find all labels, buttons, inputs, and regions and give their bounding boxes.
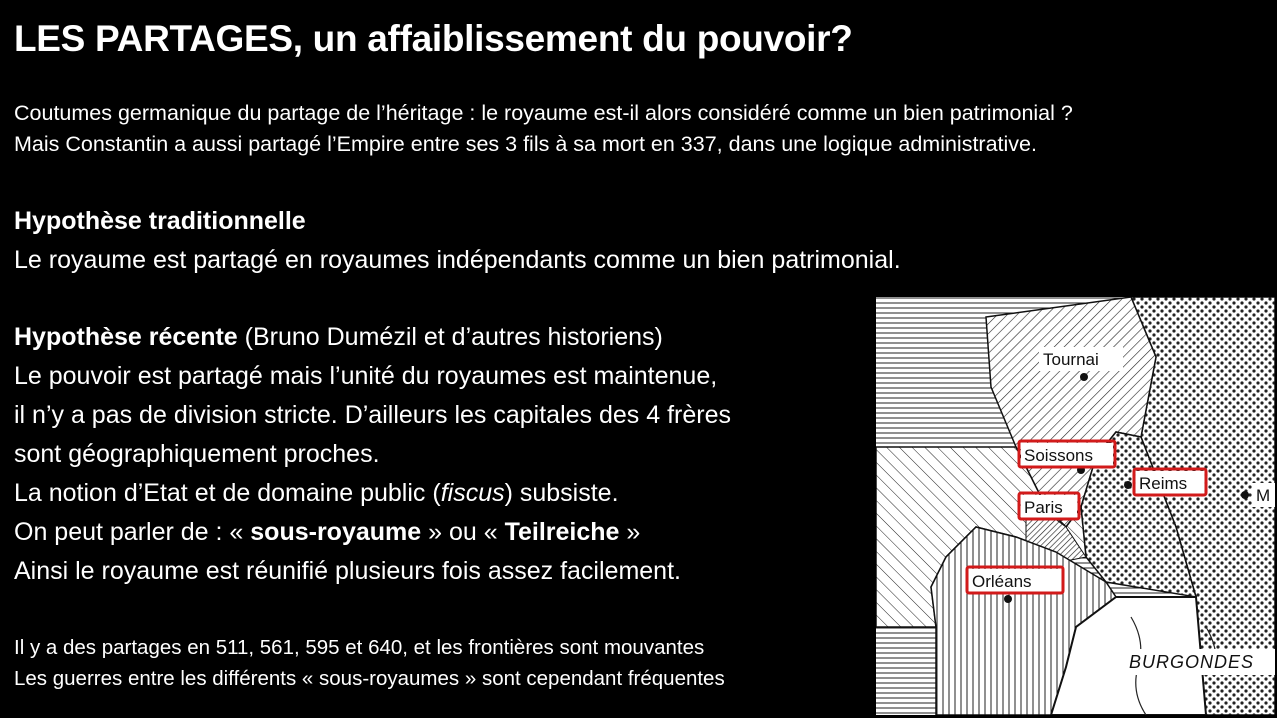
city-label-soissons: Soissons	[1024, 446, 1093, 465]
region-label-burgondes: BURGONDES	[1129, 652, 1255, 672]
intro-line: Mais Constantin a aussi partagé l’Empire entre ses 3 fils à sa mort en 337, dans une logique administrative.	[14, 132, 1037, 156]
intro-line: Coutumes germanique du partage de l’héritage : le royaume est-il alors considéré comme un bien patrimonial ?	[14, 101, 1073, 125]
recent-hypothesis	[14, 318, 731, 591]
city-label-metz: M	[1256, 486, 1271, 505]
term-sous-royaume: sous-royaume	[250, 518, 422, 546]
traditional-text: Le royaume est partagé en royaumes indépendants comme un bien patrimonial.	[14, 246, 901, 274]
traditional-hypothesis	[14, 202, 901, 280]
city-label-reims: Reims	[1139, 474, 1188, 493]
fiscus-line	[14, 474, 731, 513]
city-label-paris: Paris	[1024, 498, 1063, 517]
city-dot-metz	[1241, 491, 1249, 499]
city-dot-orleans	[1004, 595, 1012, 603]
recent-heading-line	[14, 318, 731, 357]
footer-notes	[14, 632, 725, 694]
city-dot-tournai	[1080, 373, 1088, 381]
terms-line	[14, 513, 731, 552]
footer-line: Il y a des partages en 511, 561, 595 et 640, et les frontières sont mouvantes	[14, 636, 705, 659]
footer-line: Les guerres entre les différents « sous-royaumes » sont cependant fréquentes	[14, 667, 725, 690]
fiscus-before: La notion d’Etat et de domaine public (	[14, 479, 441, 507]
recent-heading-note: (Bruno Dumézil et d’autres historiens)	[237, 323, 663, 351]
kingdoms-map	[876, 297, 1275, 715]
recent-heading: Hypothèse récente	[14, 323, 238, 351]
city-label-orleans: Orléans	[972, 572, 1032, 591]
recent-line: sont géographiquement proches.	[14, 440, 380, 468]
fiscus-word: fiscus	[440, 479, 505, 507]
slide-title: LES PARTAGES, un affaiblissement du pouvoir?	[14, 18, 853, 59]
terms-middle: » ou «	[421, 518, 505, 546]
city-dot-reims	[1124, 481, 1132, 489]
terms-after: »	[619, 518, 641, 546]
intro-text	[14, 98, 1073, 160]
fiscus-after: ) subsiste.	[504, 479, 619, 507]
map-svg	[876, 297, 1275, 715]
city-label-tournai: Tournai	[1043, 350, 1099, 369]
recent-last-line: Ainsi le royaume est réunifié plusieurs fois assez facilement.	[14, 557, 681, 585]
term-teilreiche: Teilreiche	[504, 518, 620, 546]
recent-line: il n’y a pas de division stricte. D’ailleurs les capitales des 4 frères	[14, 401, 731, 429]
terms-before: On peut parler de : «	[14, 518, 251, 546]
traditional-heading: Hypothèse traditionnelle	[14, 207, 306, 235]
recent-line: Le pouvoir est partagé mais l’unité du royaumes est maintenue,	[14, 362, 718, 390]
